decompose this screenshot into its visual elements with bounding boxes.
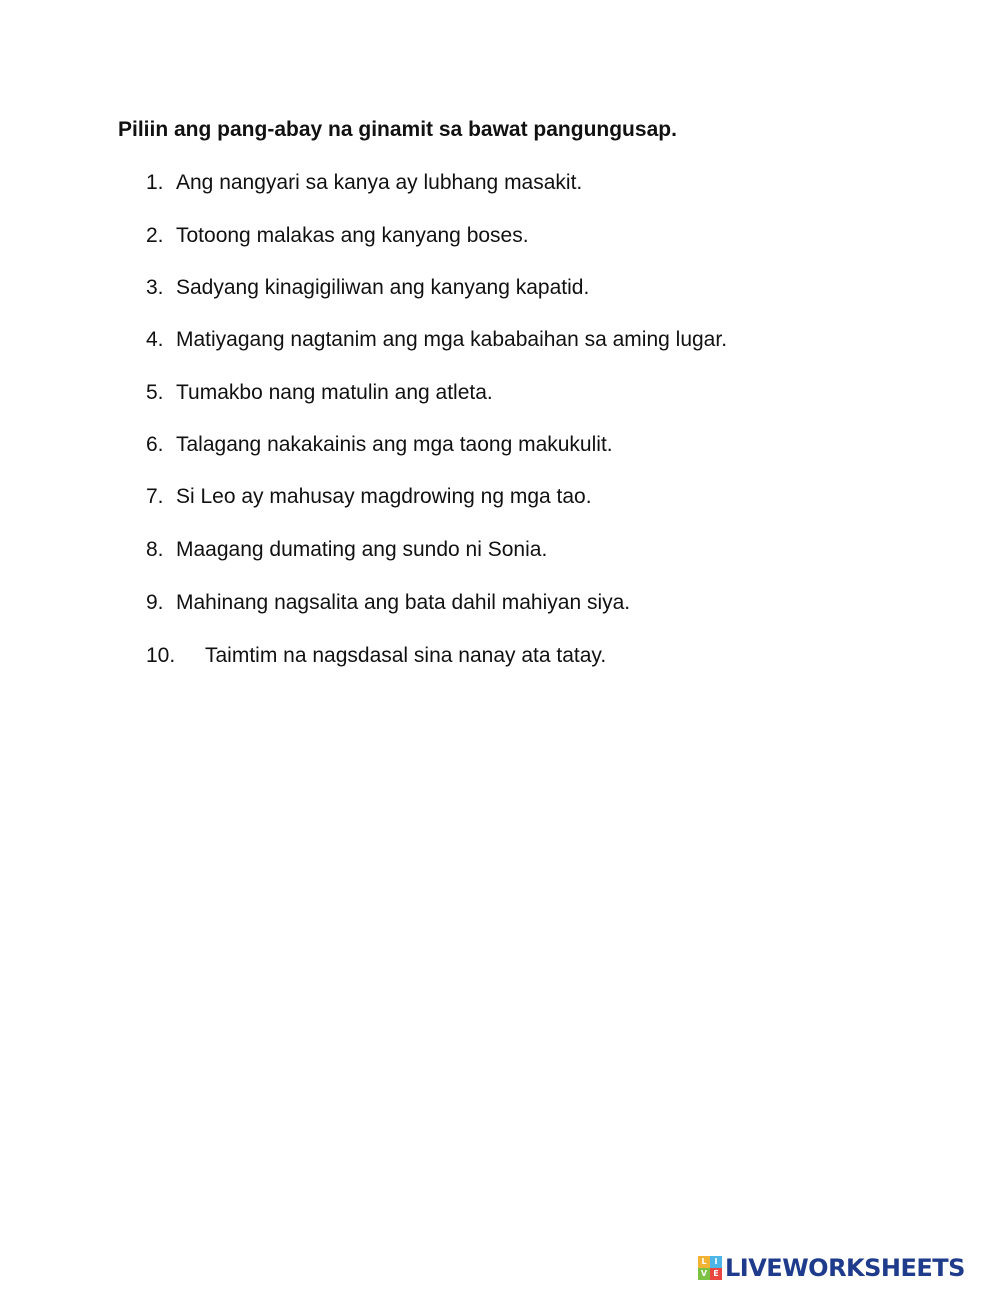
logo-tile: V (698, 1268, 710, 1280)
list-item (146, 274, 589, 302)
item-number: 3. (146, 276, 164, 299)
item-number: 7. (146, 485, 164, 508)
list-item (146, 483, 592, 511)
brand-name: LIVEWORKSHEETS (725, 1254, 965, 1282)
item-sentence: Sadyang kinagigiliwan ang kanyang kapatid. (176, 276, 590, 299)
instruction-heading: Piliin ang pang-abay na ginamit sa bawat pangungusap. (118, 118, 677, 141)
item-sentence: Talagang nakakainis ang mga taong makukulit. (176, 433, 613, 456)
item-number: 6. (146, 433, 164, 456)
list-item (146, 589, 630, 617)
list-item (146, 326, 727, 354)
item-sentence: Ang nangyari sa kanya ay lubhang masakit. (176, 171, 583, 194)
item-number: 10. (146, 644, 176, 667)
item-sentence: Matiyagang nagtanim ang mga kababaihan sa aming lugar. (176, 328, 728, 351)
item-number: 5. (146, 381, 164, 404)
item-sentence: Taimtim na nagsdasal sina nanay ata tatay. (205, 644, 607, 667)
logo-tile: L (698, 1256, 710, 1268)
item-number: 4. (146, 328, 164, 351)
liveworksheets-brand (698, 1254, 965, 1282)
item-number: 8. (146, 538, 164, 561)
list-item (146, 222, 529, 250)
item-sentence: Totoong malakas ang kanyang boses. (176, 224, 529, 247)
item-sentence: Si Leo ay mahusay magdrowing ng mga tao. (176, 485, 592, 508)
logo-tile: I (710, 1256, 722, 1268)
list-item (146, 379, 493, 407)
item-number: 1. (146, 171, 164, 194)
list-item (146, 536, 547, 564)
logo-tile: E (710, 1268, 722, 1280)
item-sentence: Maagang dumating ang sundo ni Sonia. (176, 538, 548, 561)
item-number: 9. (146, 591, 164, 614)
list-item (146, 642, 606, 670)
item-number: 2. (146, 224, 164, 247)
list-item (146, 169, 582, 197)
liveworksheets-logo-icon (698, 1256, 722, 1280)
item-sentence: Tumakbo nang matulin ang atleta. (176, 381, 493, 404)
item-sentence: Mahinang nagsalita ang bata dahil mahiyan siya. (176, 591, 631, 614)
list-item (146, 431, 613, 459)
